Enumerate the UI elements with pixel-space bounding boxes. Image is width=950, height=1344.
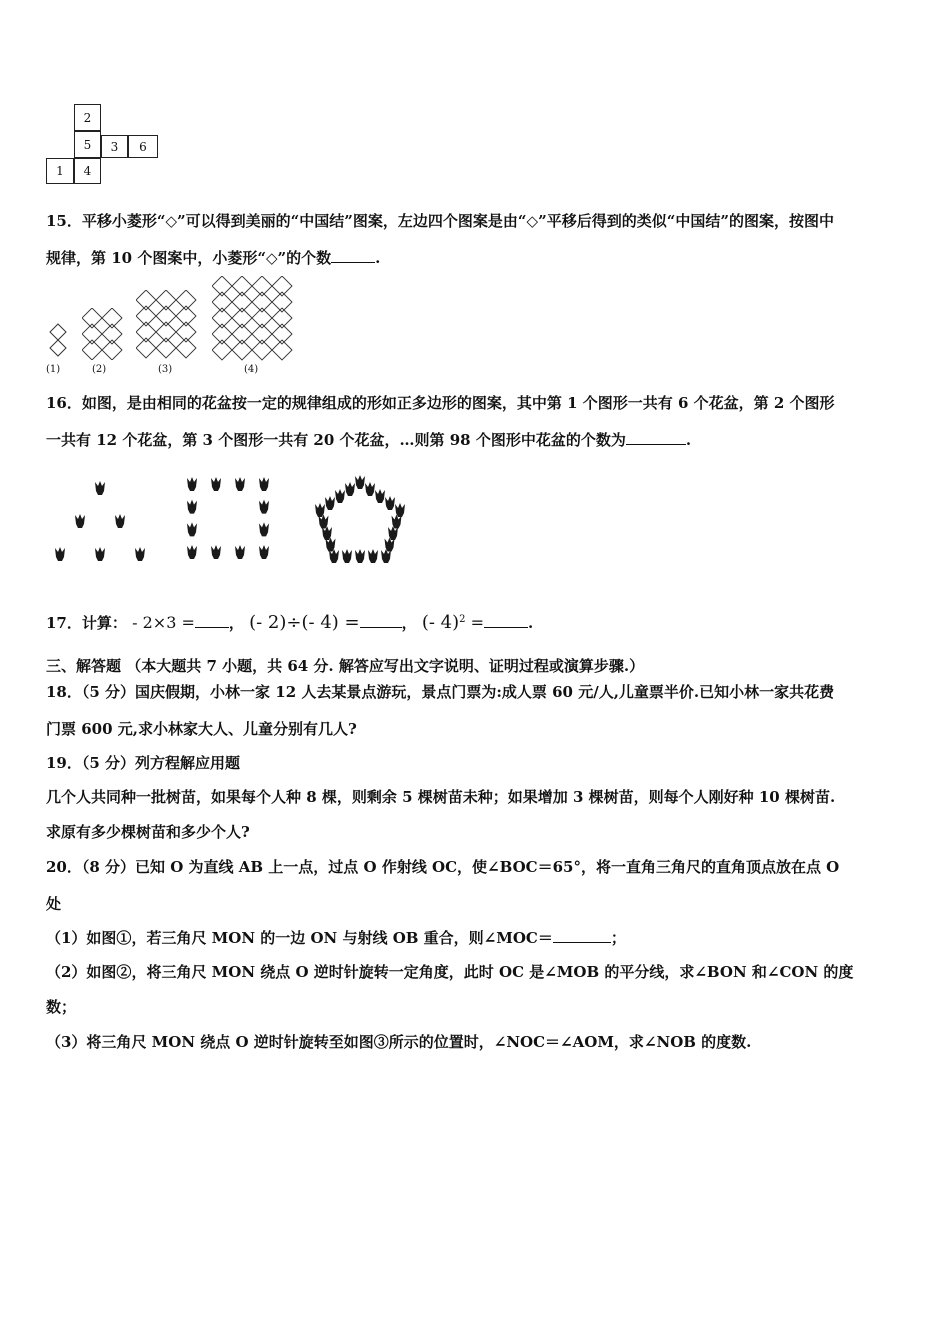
q17-sep2: ，: [401, 614, 417, 632]
cube-net-figure: [46, 104, 161, 184]
q16-line2: [46, 430, 691, 450]
small-diamond: [252, 308, 272, 328]
flower-pot-icon: [187, 522, 197, 536]
small-diamond: [252, 340, 272, 360]
flower-pot-icon: [345, 482, 355, 496]
q20-line1: 20．（8 分）已知 O 为直线 AB 上一点，过点 O 作射线 OC，使∠BOC＝65°，将一直角三角尺的直角顶点放在点 O: [46, 858, 840, 876]
small-diamond: [272, 292, 292, 312]
flower-pot-icon: [325, 496, 335, 510]
knot-pattern-3: [136, 290, 200, 362]
q17-expr3-eq: =: [465, 613, 485, 632]
q20-part1-text: （1）如图①，若三角尺 MON 的一边 ON 与射线 OB 重合，则∠MOC＝: [46, 929, 553, 947]
small-diamond: [272, 340, 292, 360]
small-diamond: [272, 324, 292, 344]
small-diamond: [82, 324, 102, 344]
flower-pot-triangle-figure: [50, 476, 150, 566]
q19-line3: 求原有多少棵树苗和多少个人?: [46, 823, 250, 841]
flower-pot-icon: [368, 549, 378, 563]
q18-line1: 18．（5 分）国庆假期，小林一家 12 人去某景点游玩，景点门票为:成人票 60 元/人,儿童票半价.已知小林一家共花费: [46, 683, 835, 701]
small-diamond: [272, 276, 292, 296]
flower-pot-icon: [187, 477, 197, 491]
q17-expr3-base: (- 4): [421, 612, 460, 633]
small-diamond: [82, 308, 102, 328]
q20-line2: 处: [46, 895, 62, 913]
flower-pot-icon: [211, 477, 221, 491]
q20-part2-line2: 数；: [46, 998, 77, 1016]
small-diamond: [232, 324, 252, 344]
small-diamond: [176, 322, 196, 342]
net-cell: 2: [74, 104, 101, 131]
q16-line1: 16．如图，是由相同的花盆按一定的规律组成的形如正多边形的图案，其中第 1 个图形一共有 6 个花盆，第 2 个图形: [46, 394, 835, 412]
q15-line1: 15．平移小菱形“◇”可以得到美丽的“中国结”图案，左边四个图案是由“◇”平移后得到的类似“中国结”的图案，按图中: [46, 212, 834, 230]
small-diamond: [232, 308, 252, 328]
flower-pot-icon: [259, 522, 269, 536]
net-cell: 5: [74, 131, 101, 158]
small-diamond: [232, 292, 252, 312]
small-diamond: [176, 338, 196, 358]
q16-answer-blank: [626, 430, 686, 445]
small-diamond: [232, 340, 252, 360]
pattern-caption: (4): [244, 364, 259, 375]
small-diamond: [136, 322, 156, 342]
flower-pot-icon: [259, 500, 269, 514]
net-cell: 1: [46, 158, 74, 184]
small-diamond: [252, 324, 272, 344]
flower-pot-icon: [355, 549, 365, 563]
knot-pattern-2: [82, 308, 126, 360]
small-diamond: [212, 324, 232, 344]
net-cell: 4: [74, 158, 101, 184]
flower-pot-icon: [335, 489, 345, 503]
q17-expr1: - 2×3 =: [132, 613, 195, 632]
net-cell: 6: [128, 135, 158, 158]
flower-pot-icon: [95, 547, 105, 561]
flower-pot-icon: [355, 475, 365, 489]
small-diamond: [272, 308, 292, 328]
flower-pot-icon: [187, 500, 197, 514]
q17-sep1: ，: [228, 614, 244, 632]
flower-pot-icon: [187, 545, 197, 559]
chinese-knot-patterns: [44, 276, 304, 376]
q16-line2-text: 一共有 12 个花盆，第 3 个图形一共有 20 个花盆，…则第 98 个图形中花盆的个数为: [46, 431, 626, 449]
small-diamond: [212, 276, 232, 296]
small-diamond: [156, 322, 176, 342]
q17-label: 17．计算：: [46, 614, 127, 632]
q15-end: .: [375, 249, 381, 267]
knot-pattern-4: [212, 276, 296, 364]
small-diamond: [212, 292, 232, 312]
q18-line2: 门票 600 元,求小林家大人、儿童分别有几人?: [46, 720, 357, 738]
section-3-heading: 三、解答题 （本大题共 7 小题，共 64 分. 解答应写出文字说明、证明过程或演算步骤.）: [46, 657, 645, 675]
q19-line2: 几个人共同种一批树苗，如果每个人种 8 棵，则剩余 5 棵树苗未种；如果增加 3 棵树苗，则每个人刚好种 10 棵树苗.: [46, 788, 836, 806]
q15-line2-text: 规律，第 10 个图案中，小菱形“◇”的个数: [46, 249, 332, 267]
q20-part3: （3）将三角尺 MON 绕点 O 逆时针旋转至如图③所示的位置时，∠NOC＝∠AOM，求∠NOB 的度数.: [46, 1033, 752, 1051]
flower-pot-icon: [235, 477, 245, 491]
small-diamond: [102, 308, 122, 328]
flower-pot-icon: [95, 481, 105, 495]
q20-part1: [46, 928, 626, 948]
q17-expr2: (- 2)÷(- 4) =: [249, 612, 360, 633]
small-diamond: [82, 340, 102, 360]
flower-pot-icon: [211, 545, 221, 559]
q17-expr3-exp: 2: [459, 614, 466, 625]
q20-part1-blank: [553, 928, 611, 943]
small-diamond: [136, 290, 156, 310]
small-diamond: [232, 276, 252, 296]
small-diamond: [212, 340, 232, 360]
flower-pot-icon: [75, 514, 85, 528]
knot-pattern-1: [46, 322, 70, 362]
q17-end: .: [528, 614, 534, 632]
small-diamond: [212, 308, 232, 328]
pattern-caption: (2): [92, 364, 107, 375]
small-diamond: [176, 306, 196, 326]
flower-pot-icon: [115, 514, 125, 528]
flower-pot-square-figure: [182, 474, 274, 564]
flower-pot-pentagon-figure: [310, 472, 410, 568]
q15-line2: [46, 248, 380, 268]
flower-pot-icon: [259, 545, 269, 559]
pattern-caption: (1): [46, 364, 61, 375]
net-cell: 3: [101, 135, 128, 158]
pattern-caption: (3): [158, 364, 173, 375]
flower-pot-icon: [235, 545, 245, 559]
q15-answer-blank: [331, 248, 375, 263]
q17-blank3: [484, 613, 528, 628]
q17-blank2: [360, 613, 402, 628]
small-diamond: [156, 290, 176, 310]
flower-pot-icon: [385, 496, 395, 510]
small-diamond: [136, 338, 156, 358]
q20-part1-end: ；: [610, 929, 626, 947]
flower-pot-icon: [365, 482, 375, 496]
flower-pot-icon: [135, 547, 145, 561]
small-diamond: [176, 290, 196, 310]
small-diamond: [102, 324, 122, 344]
q19-line1: 19．（5 分）列方程解应用题: [46, 754, 241, 772]
q16-end: .: [685, 431, 692, 449]
flower-pot-icon: [342, 549, 352, 563]
q20-part2-line1: （2）如图②，将三角尺 MON 绕点 O 逆时针旋转一定角度，此时 OC 是∠MOB 的平分线，求∠BON 和∠CON 的度: [46, 963, 854, 981]
small-diamond: [252, 292, 272, 312]
flower-pot-icon: [55, 547, 65, 561]
small-diamond: [156, 338, 176, 358]
small-diamond: [136, 306, 156, 326]
flower-pot-icon: [375, 489, 385, 503]
small-diamond: [156, 306, 176, 326]
q17-line: [46, 608, 533, 635]
small-diamond: [102, 340, 122, 360]
small-diamond: [252, 276, 272, 296]
flower-pot-icon: [259, 477, 269, 491]
q17-blank1: [195, 613, 229, 628]
